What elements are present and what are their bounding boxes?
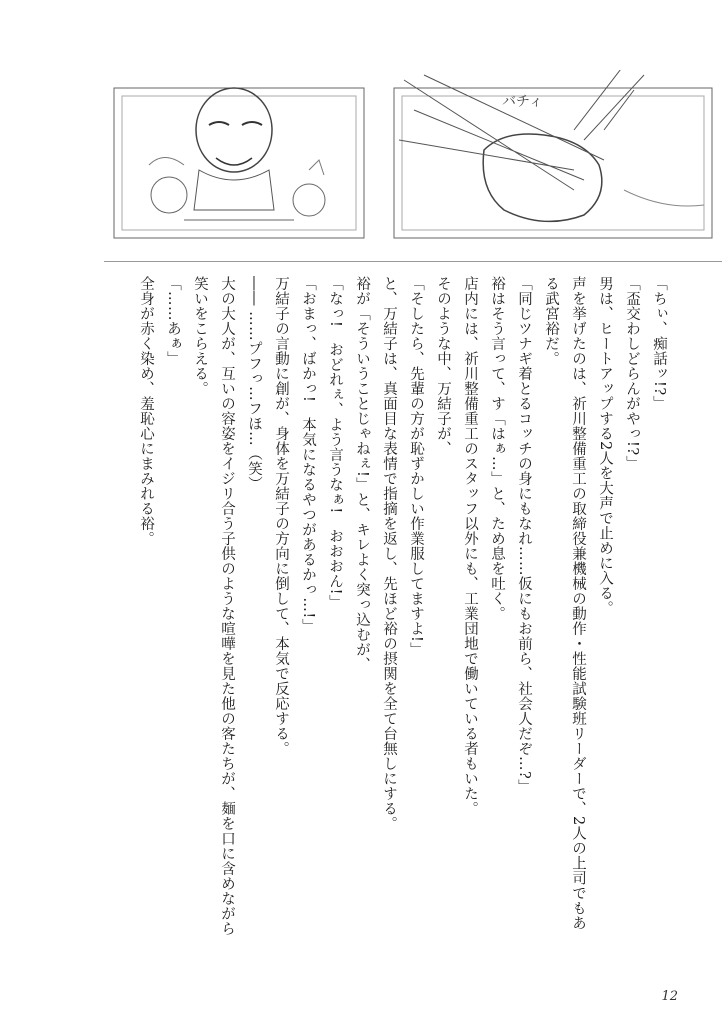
text-line: 「そしたら、先輩の方が恥ずかしい作業服してますよ!」 (408, 276, 424, 658)
divider-line (104, 261, 722, 262)
sfx-text: バチィ (502, 94, 543, 110)
sketch-illustration (104, 70, 722, 260)
text-line: ―― ……プフっ…フほ…（笑） (246, 276, 262, 492)
text-line: と、万結子は、真面目な表情で指摘を返し、先ほど裕の摂関を全て台無しにする。 (381, 276, 397, 831)
text-line: 「おまっ、ばかっ! 本気になるやつがあるかっ…!」 (300, 276, 316, 634)
text-line: 男は、ヒートアップする2人を大声で止めに入る。 (597, 276, 613, 616)
text-line: 「盃交わしどらんがやっ!?」 (624, 276, 640, 471)
vertical-text-body (92, 276, 672, 976)
text-line: 万結子の言動に創が、身体を万結子の方向に倒して、本気で反応する。 (273, 276, 289, 756)
text-line: 全身が赤く染め、羞恥心にまみれる裕。 (138, 276, 154, 546)
text-line: 店内には、祈川整備重工のスタッフ以外にも、工業団地で働いている者もいた。 (462, 276, 478, 816)
text-line: 「……あぁ」 (165, 276, 181, 366)
text-line: 「なっ! おどれぇ、よう言うなぁ! おおおん!」 (327, 276, 343, 610)
text-line: 大の大人が、互いの容姿をイジリ合う子供のような喧嘩を見た他の客たちが、麺を口に含めながら (219, 276, 235, 936)
text-line: そのような中、万結子が、 (435, 276, 451, 456)
text-line: 裕はそう言って、す「はぁ…」と、ため息を吐く。 (489, 276, 505, 621)
text-line: る武宮裕だ。 (543, 276, 559, 366)
left-panel-sketch (114, 88, 364, 238)
text-line: 声を挙げたのは、祈川整備重工の取締役兼機械の動作・性能試験班リーダーで、2人の上司でもあ (570, 276, 586, 931)
text-line: 「ちぃ、痴話ッ!?」 (651, 276, 667, 411)
right-panel-sketch (394, 70, 712, 238)
text-line: 裕が「そういうことじゃねぇ!」と、キレよく突っ込むが、 (354, 276, 370, 673)
text-line: 笑いをこらえる。 (192, 276, 208, 396)
text-line: 「同じツナギ着とるコッチの身にもなれ……仮にもお前ら、社会人だぞ…?」 (516, 276, 532, 795)
sketch-panels (104, 70, 722, 260)
page-number: 12 (661, 989, 678, 1004)
